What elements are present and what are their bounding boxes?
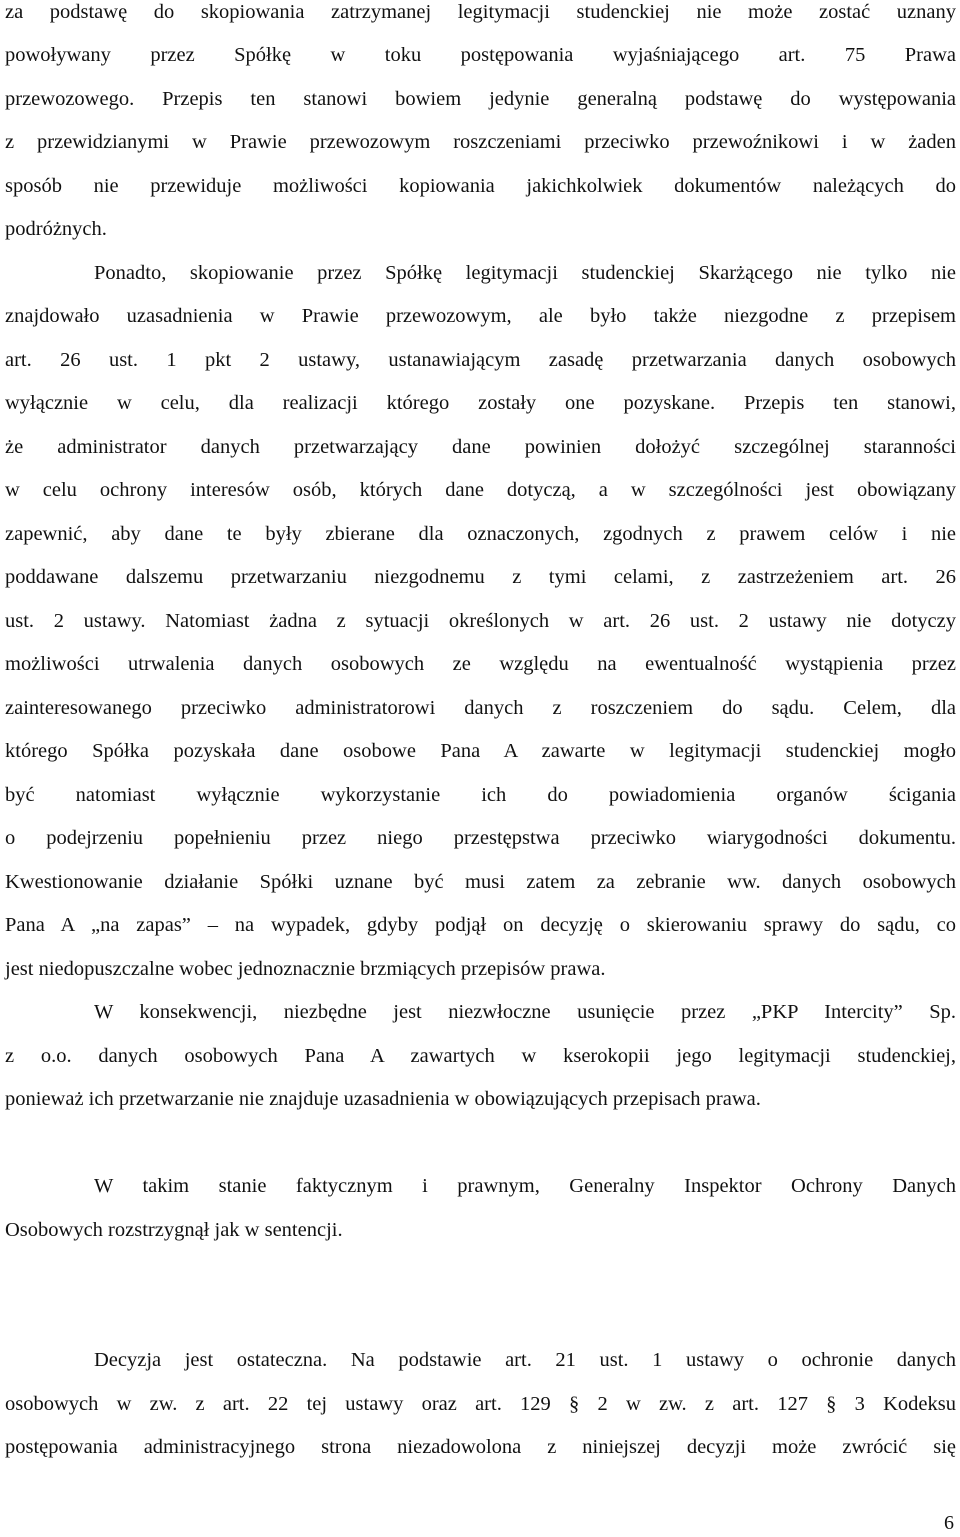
text-line: art. 26 ust. 1 pkt 2 ustawy, ustanawiającym zasadę przetwarzania danych osobowych: [5, 349, 956, 371]
text-line: sposób nie przewiduje możliwości kopiowania jakichkolwiek dokumentów należących do: [5, 175, 956, 197]
text-line: Kwestionowanie działanie Spółki uznane być musi zatem za zebranie ww. danych osobowych: [5, 871, 956, 893]
text-line: poddawane dalszemu przetwarzaniu niezgodnemu z tymi celami, z zastrzeżeniem art. 26: [5, 566, 956, 588]
text-line: postępowania administracyjnego strona niezadowolona z niniejszej decyzji może zwrócić się: [5, 1436, 956, 1458]
paragraph-first-line: Ponadto, skopiowanie przez Spółkę legitymacji studenckiej Skarżącego nie tylko nie: [94, 262, 956, 284]
text-line: Osobowych rozstrzygnął jak w sentencji.: [5, 1219, 343, 1241]
text-line: którego Spółka pozyskała dane osobowe Pana A zawarte w legitymacji studenckiej mogło: [5, 740, 956, 762]
text-line: że administrator danych przetwarzający dane powinien dołożyć szczególnej staranności: [5, 436, 956, 458]
text-line: być natomiast wyłącznie wykorzystanie ich do powiadomienia organów ścigania: [5, 784, 956, 806]
text-line: zapewnić, aby dane te były zbierane dla oznaczonych, zgodnych z prawem celów i nie: [5, 523, 956, 545]
text-line: powoływany przez Spółkę w toku postępowania wyjaśniającego art. 75 Prawa: [5, 44, 956, 66]
text-line: z o.o. danych osobowych Pana A zawartych w kserokopii jego legitymacji studenckiej,: [5, 1045, 956, 1067]
text-line: możliwości utrwalenia danych osobowych ze względu na ewentualność wystąpienia przez: [5, 653, 956, 675]
text-line: ponieważ ich przetwarzanie nie znajduje uzasadnienia w obowiązujących przepisach prawa.: [5, 1088, 761, 1110]
text-line: za podstawę do skopiowania zatrzymanej legitymacji studenckiej nie może zostać uznany: [5, 1, 956, 23]
text-line: z przewidzianymi w Prawie przewozowym roszczeniami przeciwko przewoźnikowi i w żaden: [5, 131, 956, 153]
paragraph-first-line: Decyzja jest ostateczna. Na podstawie art. 21 ust. 1 ustawy o ochronie danych: [94, 1349, 956, 1371]
text-line: wyłącznie w celu, dla realizacji którego zostały one pozyskane. Przepis ten stanowi,: [5, 392, 956, 414]
text-line: przewozowego. Przepis ten stanowi bowiem jedynie generalną podstawę do występowania: [5, 88, 956, 110]
text-line: Pana A „na zapas” – na wypadek, gdyby podjął on decyzję o skierowaniu sprawy do sądu, co: [5, 914, 956, 936]
text-line: ust. 2 ustawy. Natomiast żadna z sytuacji określonych w art. 26 ust. 2 ustawy nie dotyczy: [5, 610, 956, 632]
page-number: 6: [944, 1512, 954, 1534]
text-line: podróżnych.: [5, 218, 107, 240]
text-line: o podejrzeniu popełnieniu przez niego przestępstwa przeciwko wiarygodności dokumentu.: [5, 827, 956, 849]
text-line: zainteresowanego przeciwko administratorowi danych z roszczeniem do sądu. Celem, dla: [5, 697, 956, 719]
paragraph-first-line: W takim stanie faktycznym i prawnym, Generalny Inspektor Ochrony Danych: [94, 1175, 956, 1197]
text-line: znajdowało uzasadnienia w Prawie przewozowym, ale było także niezgodne z przepisem: [5, 305, 956, 327]
text-line: osobowych w zw. z art. 22 tej ustawy oraz art. 129 § 2 w zw. z art. 127 § 3 Kodeksu: [5, 1393, 956, 1415]
text-line: w celu ochrony interesów osób, których dane dotyczą, a w szczególności jest obowiązany: [5, 479, 956, 501]
text-line: jest niedopuszczalne wobec jednoznacznie brzmiących przepisów prawa.: [5, 958, 606, 980]
paragraph-first-line: W konsekwencji, niezbędne jest niezwłoczne usunięcie przez „PKP Intercity” Sp.: [94, 1001, 956, 1023]
